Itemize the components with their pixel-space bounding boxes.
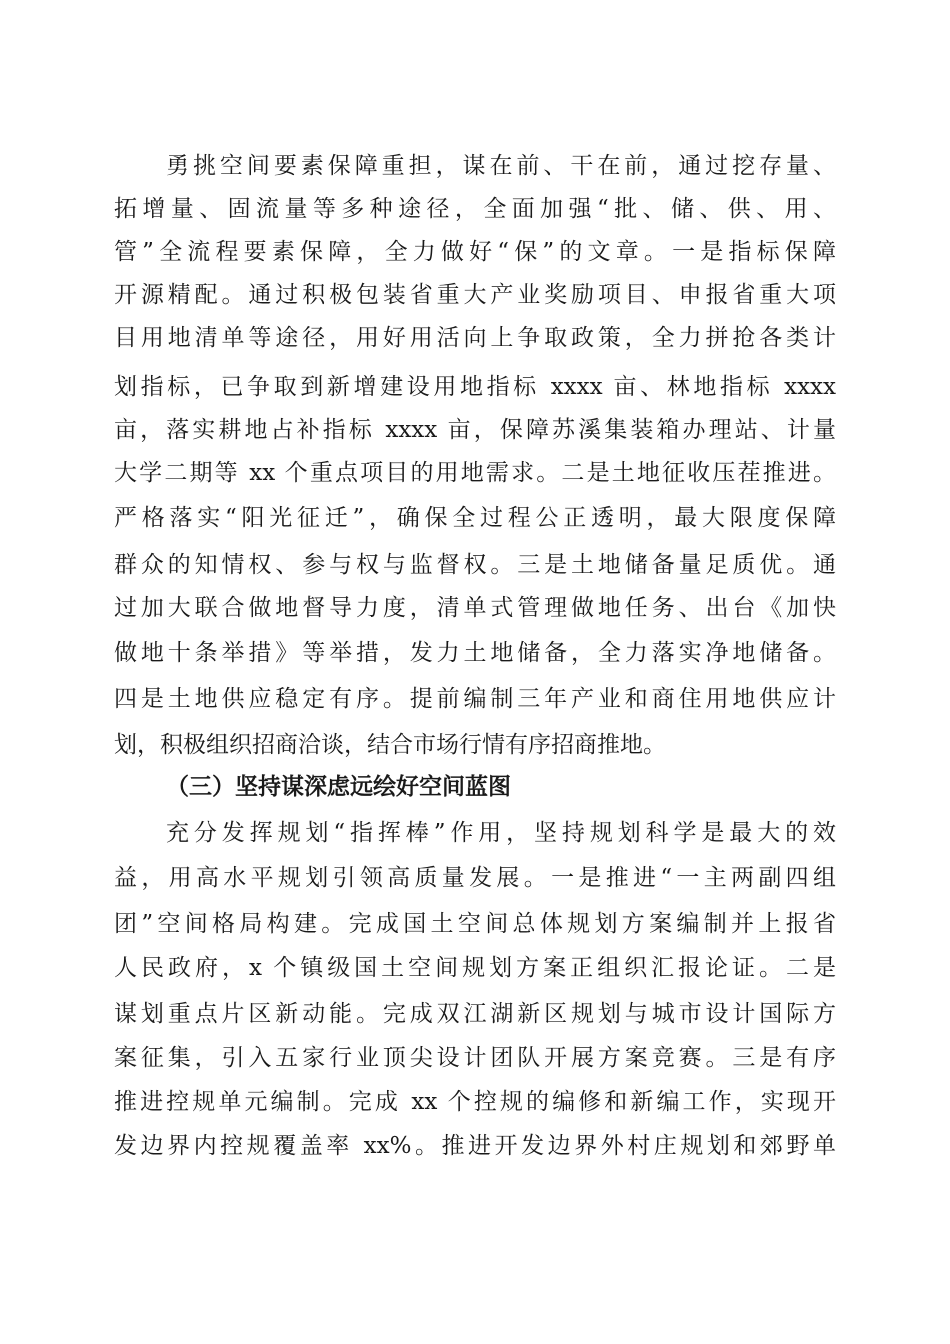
paragraph-line: 四是土地供应稳定有序。提前编制三年产业和商住用地供应计 [114,686,836,712]
paragraph-line: 管”全流程要素保障，全力做好“保”的文章。一是指标保障 [114,239,836,265]
paragraph-line: 案征集，引入五家行业顶尖设计团队开展方案竞赛。三是有序 [114,1045,836,1071]
paragraph-line: 划指标，已争取到新增建设用地指标 xxxx 亩、林地指标 xxxx [114,374,836,400]
paragraph-line: 开源精配。通过积极包装省重大产业奖励项目、申报省重大项 [114,282,836,308]
paragraph-line: 过加大联合做地督导力度，清单式管理做地任务、出台《加快 [114,595,836,621]
paragraph-line: 发边界内控规覆盖率 xx%。推进开发边界外村庄规划和郊野单 [114,1133,836,1159]
paragraph-line: 人民政府，x 个镇级国土空间规划方案正组织汇报论证。二是 [114,955,836,981]
section-heading: （三）坚持谋深虑远绘好空间蓝图 [166,773,511,800]
paragraph-line: 勇挑空间要素保障重担，谋在前、干在前，通过挖存量、 [166,153,836,179]
paragraph-line: 严格落实“阳光征迁”，确保全过程公正透明，最大限度保障 [114,505,836,531]
paragraph-line: 亩，落实耕地占补指标 xxxx 亩，保障苏溪集装箱办理站、计量 [114,417,836,443]
paragraph-line: 益，用高水平规划引领高质量发展。一是推进“一主两副四组 [114,865,836,891]
paragraph-line: 团”空间格局构建。完成国土空间总体规划方案编制并上报省 [114,911,836,937]
paragraph-line: 划，积极组织招商洽谈，结合市场行情有序招商推地。 [114,732,666,758]
paragraph-line: 大学二期等 xx 个重点项目的用地需求。二是土地征收压茬推进。 [114,460,836,486]
paragraph-line: 谋划重点片区新动能。完成双江湖新区规划与城市设计国际方 [114,1001,836,1027]
paragraph-line: 拓增量、固流量等多种途径，全面加强“批、储、供、用、 [114,196,836,222]
paragraph-line: 推进控规单元编制。完成 xx 个控规的编修和新编工作，实现开 [114,1089,836,1115]
paragraph-line: 充分发挥规划“指挥棒”作用，坚持规划科学是最大的效 [166,820,836,846]
paragraph-line: 做地十条举措》等举措，发力土地储备，全力落实净地储备。 [114,640,836,666]
paragraph-line: 群众的知情权、参与权与监督权。三是土地储备量足质优。通 [114,552,836,578]
paragraph-line: 目用地清单等途径，用好用活向上争取政策，全力拼抢各类计 [114,325,836,351]
